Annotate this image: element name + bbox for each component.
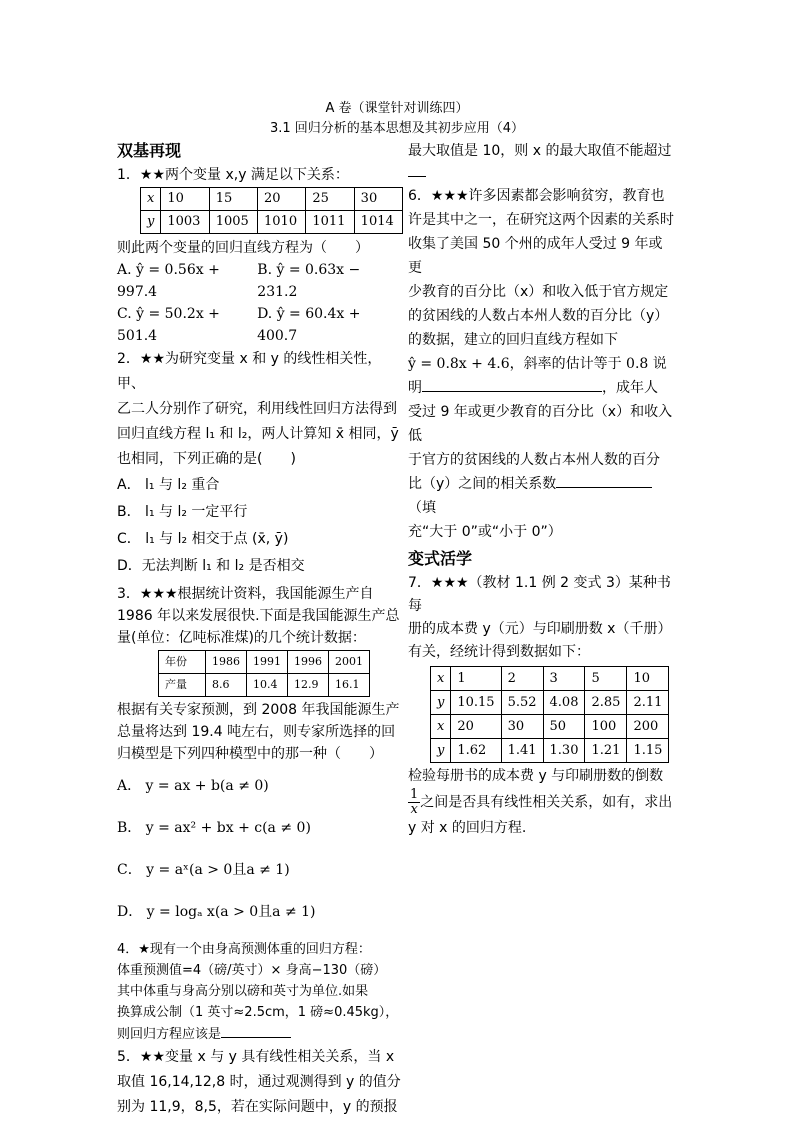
table-cell: 16.1	[329, 674, 370, 697]
table-cell: 2.85	[585, 691, 627, 715]
fraction-numerator: 1	[410, 787, 419, 802]
table-cell: 1005	[209, 211, 257, 234]
q6-text: 比（y）之间的相关系数	[408, 476, 557, 492]
table-cell: 10.4	[247, 674, 288, 697]
table-cell: 200	[627, 715, 669, 739]
section-heading-variants: 变式活学	[408, 549, 473, 568]
table-cell: 1010	[258, 211, 306, 234]
q4-line: 其中体重与身高分别以磅和英寸为单位.如果	[117, 984, 369, 999]
table-cell: 3	[543, 667, 585, 691]
q2-line: 乙二人分别作了研究，利用线性回归方法得到	[117, 401, 397, 417]
q4-answer-line	[117, 1023, 403, 1045]
q1-option-b: B. ŷ = 0.63x − 231.2	[257, 262, 361, 300]
q3-option-d: D． y = logₐ x(a > 0且a ≠ 1)	[117, 904, 316, 920]
table-cell: 1996	[288, 651, 329, 674]
q2-option-c: C． l₁ 与 l₂ 相交于点 (x̄, ȳ)	[117, 531, 289, 547]
table-cell: 2	[501, 667, 543, 691]
table-cell: 1.21	[585, 739, 627, 763]
table-cell: 5	[585, 667, 627, 691]
table-cell: 25	[306, 188, 354, 211]
table-row	[141, 188, 403, 211]
table-cell: x	[141, 188, 161, 211]
table-cell: 20	[258, 188, 306, 211]
table-cell: 20	[451, 715, 501, 739]
table-cell: 2001	[329, 651, 370, 674]
q6-line: 的数据，建立的回归直线方程如下	[408, 332, 618, 348]
q6-correlation-blank[interactable]	[556, 473, 652, 488]
q7-line: 之间是否具有线性相关关系，如有，求出	[420, 794, 673, 811]
q2-line: 回归直线方程 l₁ 和 l₂，两人计算知 x̄ 相同，ȳ	[117, 426, 399, 442]
table-cell: 年份	[159, 651, 206, 674]
q6-line: 6．★★★许多因素都会影响贫穷，教育也	[408, 188, 665, 204]
q6-line-with-blank	[408, 472, 676, 520]
table-cell: 产量	[159, 674, 206, 697]
q7-fraction-line	[408, 788, 676, 817]
q1-option-d: D. ŷ = 60.4x + 400.7	[257, 306, 361, 344]
table-row	[159, 651, 370, 674]
q3-line: 3．★★★根据统计资料，我国能源生产自	[117, 586, 374, 602]
q5-answer-blank[interactable]	[408, 162, 426, 177]
q6-line: 少教育的百分比（x）和收入低于官方规定	[408, 284, 669, 300]
table-cell: 1.41	[501, 739, 543, 763]
q6-text: 明	[408, 380, 422, 396]
q1-option-a: A. ŷ = 0.56x + 997.4	[117, 262, 220, 300]
q2-option-b: B． l₁ 与 l₂ 一定平行	[117, 504, 248, 520]
table-cell: 1003	[161, 211, 209, 234]
q5-line: 取值 16,14,12,8 时，通过观测得到 y 的值分	[117, 1074, 401, 1090]
fraction-denominator: x	[410, 802, 418, 817]
right-column	[408, 140, 676, 840]
q7-line: y 对 x 的回归方程.	[408, 820, 527, 836]
q2-line: 2．★★为研究变量 x 和 y 的线性相关性，甲、	[117, 351, 382, 392]
q6-line: 的贫困线的人数占本州人数的百分比（y）	[408, 308, 669, 324]
table-cell: 8.6	[206, 674, 247, 697]
q7-table	[430, 666, 669, 763]
table-cell: 1014	[354, 211, 402, 234]
question-5	[117, 1045, 403, 1120]
q3-option-a: A． y = ax + b(a ≠ 0)	[117, 778, 269, 794]
table-cell: 100	[585, 715, 627, 739]
reciprocal-fraction	[408, 788, 420, 817]
table-row	[431, 691, 669, 715]
table-cell: 30	[354, 188, 402, 211]
table-cell: 15	[209, 188, 257, 211]
q5-line: 最大取值是 10，则 x 的最大取值不能超过	[408, 143, 672, 159]
q4-answer-blank[interactable]	[221, 1023, 291, 1038]
q6-line: 受过 9 年或更少教育的百分比（x）和收入低	[408, 404, 673, 444]
table-cell: 1011	[306, 211, 354, 234]
question-2	[117, 347, 403, 580]
table-row	[159, 674, 370, 697]
table-cell: 1.15	[627, 739, 669, 763]
table-cell: 1	[451, 667, 501, 691]
q6-text: ，成年人	[602, 380, 658, 396]
q7-line: 检验每册书的成本费 y 与印刷册数的倒数	[408, 768, 664, 784]
table-cell: 1991	[247, 651, 288, 674]
q1-option-c: C. ŷ = 50.2x + 501.4	[117, 306, 220, 344]
q1-stem: 1．★★两个变量 x,y 满足以下关系：	[117, 167, 349, 183]
table-cell: 1986	[206, 651, 247, 674]
q3-line: 总量将达到 19.4 吨左右，则专家所选择的回	[117, 724, 396, 740]
q6-line: ŷ = 0.8x + 4.6，斜率的估计等于 0.8 说	[408, 356, 667, 372]
q2-option-a: A． l₁ 与 l₂ 重合	[117, 477, 220, 493]
table-row	[431, 715, 669, 739]
q3-option-b: B． y = ax² + bx + c(a ≠ 0)	[117, 820, 311, 836]
q1-table	[140, 187, 403, 234]
table-cell: 30	[501, 715, 543, 739]
q2-line: 也相同，下列正确的是( )	[117, 451, 296, 467]
table-cell: 10	[161, 188, 209, 211]
table-cell: x	[431, 715, 451, 739]
table-cell: 12.9	[288, 674, 329, 697]
q2-option-d: D．无法判断 l₁ 和 l₂ 是否相交	[117, 558, 305, 574]
q1-question: 则此两个变量的回归直线方程为（ ）	[117, 240, 369, 256]
table-cell: 50	[543, 715, 585, 739]
q1-options-row-2	[117, 303, 403, 347]
q5-line: 别为 11,9，8,5，若在实际问题中，y 的预报	[117, 1099, 398, 1115]
table-cell: y	[141, 211, 161, 234]
page-subtitle: 3.1 回归分析的基本思想及其初步应用（4）	[269, 121, 525, 136]
page-title: A 卷（课堂针对训练四）	[325, 101, 469, 116]
q3-line: 根据有关专家预测，到 2008 年我国能源生产	[117, 702, 400, 718]
table-cell: 1.62	[451, 739, 501, 763]
table-cell: 10	[627, 667, 669, 691]
q5-continued-line	[408, 140, 676, 184]
q7-line: 有关，经统计得到数据如下：	[408, 644, 590, 660]
question-4	[117, 939, 403, 1045]
q7-line: 册的成本费 y（元）与印刷册数 x（千册）	[408, 621, 672, 637]
q3-line: 归模型是下列四种模型中的那一种（ ）	[117, 746, 383, 762]
q6-text: （填	[408, 500, 436, 516]
table-row	[431, 667, 669, 691]
q3-line: 1986 年以来发展很快.下面是我国能源生产总	[117, 608, 400, 624]
table-cell: 10.15	[451, 691, 501, 715]
q6-line: 于官方的贫困线的人数占本州人数的百分	[408, 452, 660, 468]
table-cell: 1.30	[543, 739, 585, 763]
question-6	[408, 184, 676, 544]
table-cell: 4.08	[543, 691, 585, 715]
q4-line: 换算成公制（1 英寸≈2.5cm，1 磅≈0.45kg），	[117, 1005, 399, 1020]
table-cell: y	[431, 691, 451, 715]
q6-line-with-blank	[408, 376, 676, 400]
q3-line: 量(单位：亿吨标准煤)的几个统计数据：	[117, 630, 366, 646]
table-cell: x	[431, 667, 451, 691]
q1-options-row-1	[117, 259, 403, 303]
q6-line: 充“大于 0”或“小于 0”）	[408, 524, 562, 540]
question-3	[117, 583, 403, 933]
q4-line: 则回归方程应该是	[117, 1027, 222, 1042]
table-cell: y	[431, 739, 451, 763]
q4-line: 体重预测值=4（磅/英寸）× 身高−130（磅）	[117, 963, 387, 978]
q3-option-c: C． y = aˣ(a > 0且a ≠ 1)	[117, 862, 290, 878]
left-column	[117, 140, 403, 1120]
q3-table	[158, 650, 370, 697]
q6-slope-blank[interactable]	[422, 377, 602, 392]
q5-line: 5．★★变量 x 与 y 具有线性相关关系，当 x	[117, 1049, 395, 1065]
q7-line: 7．★★★（教材 1.1 例 2 变式 3）某种书每	[408, 575, 671, 614]
table-cell: 2.11	[627, 691, 669, 715]
table-row	[431, 739, 669, 763]
question-7	[408, 572, 676, 840]
q6-line: 许是其中之一，在研究这两个因素的关系时	[408, 212, 674, 228]
q4-line: 4．★现有一个由身高预测体重的回归方程：	[117, 942, 371, 957]
question-1	[117, 164, 403, 347]
section-heading-basics: 双基再现	[117, 141, 182, 160]
table-cell: 5.52	[501, 691, 543, 715]
table-row	[141, 211, 403, 234]
q6-line: 收集了美国 50 个州的成年人受过 9 年或更	[408, 236, 663, 276]
